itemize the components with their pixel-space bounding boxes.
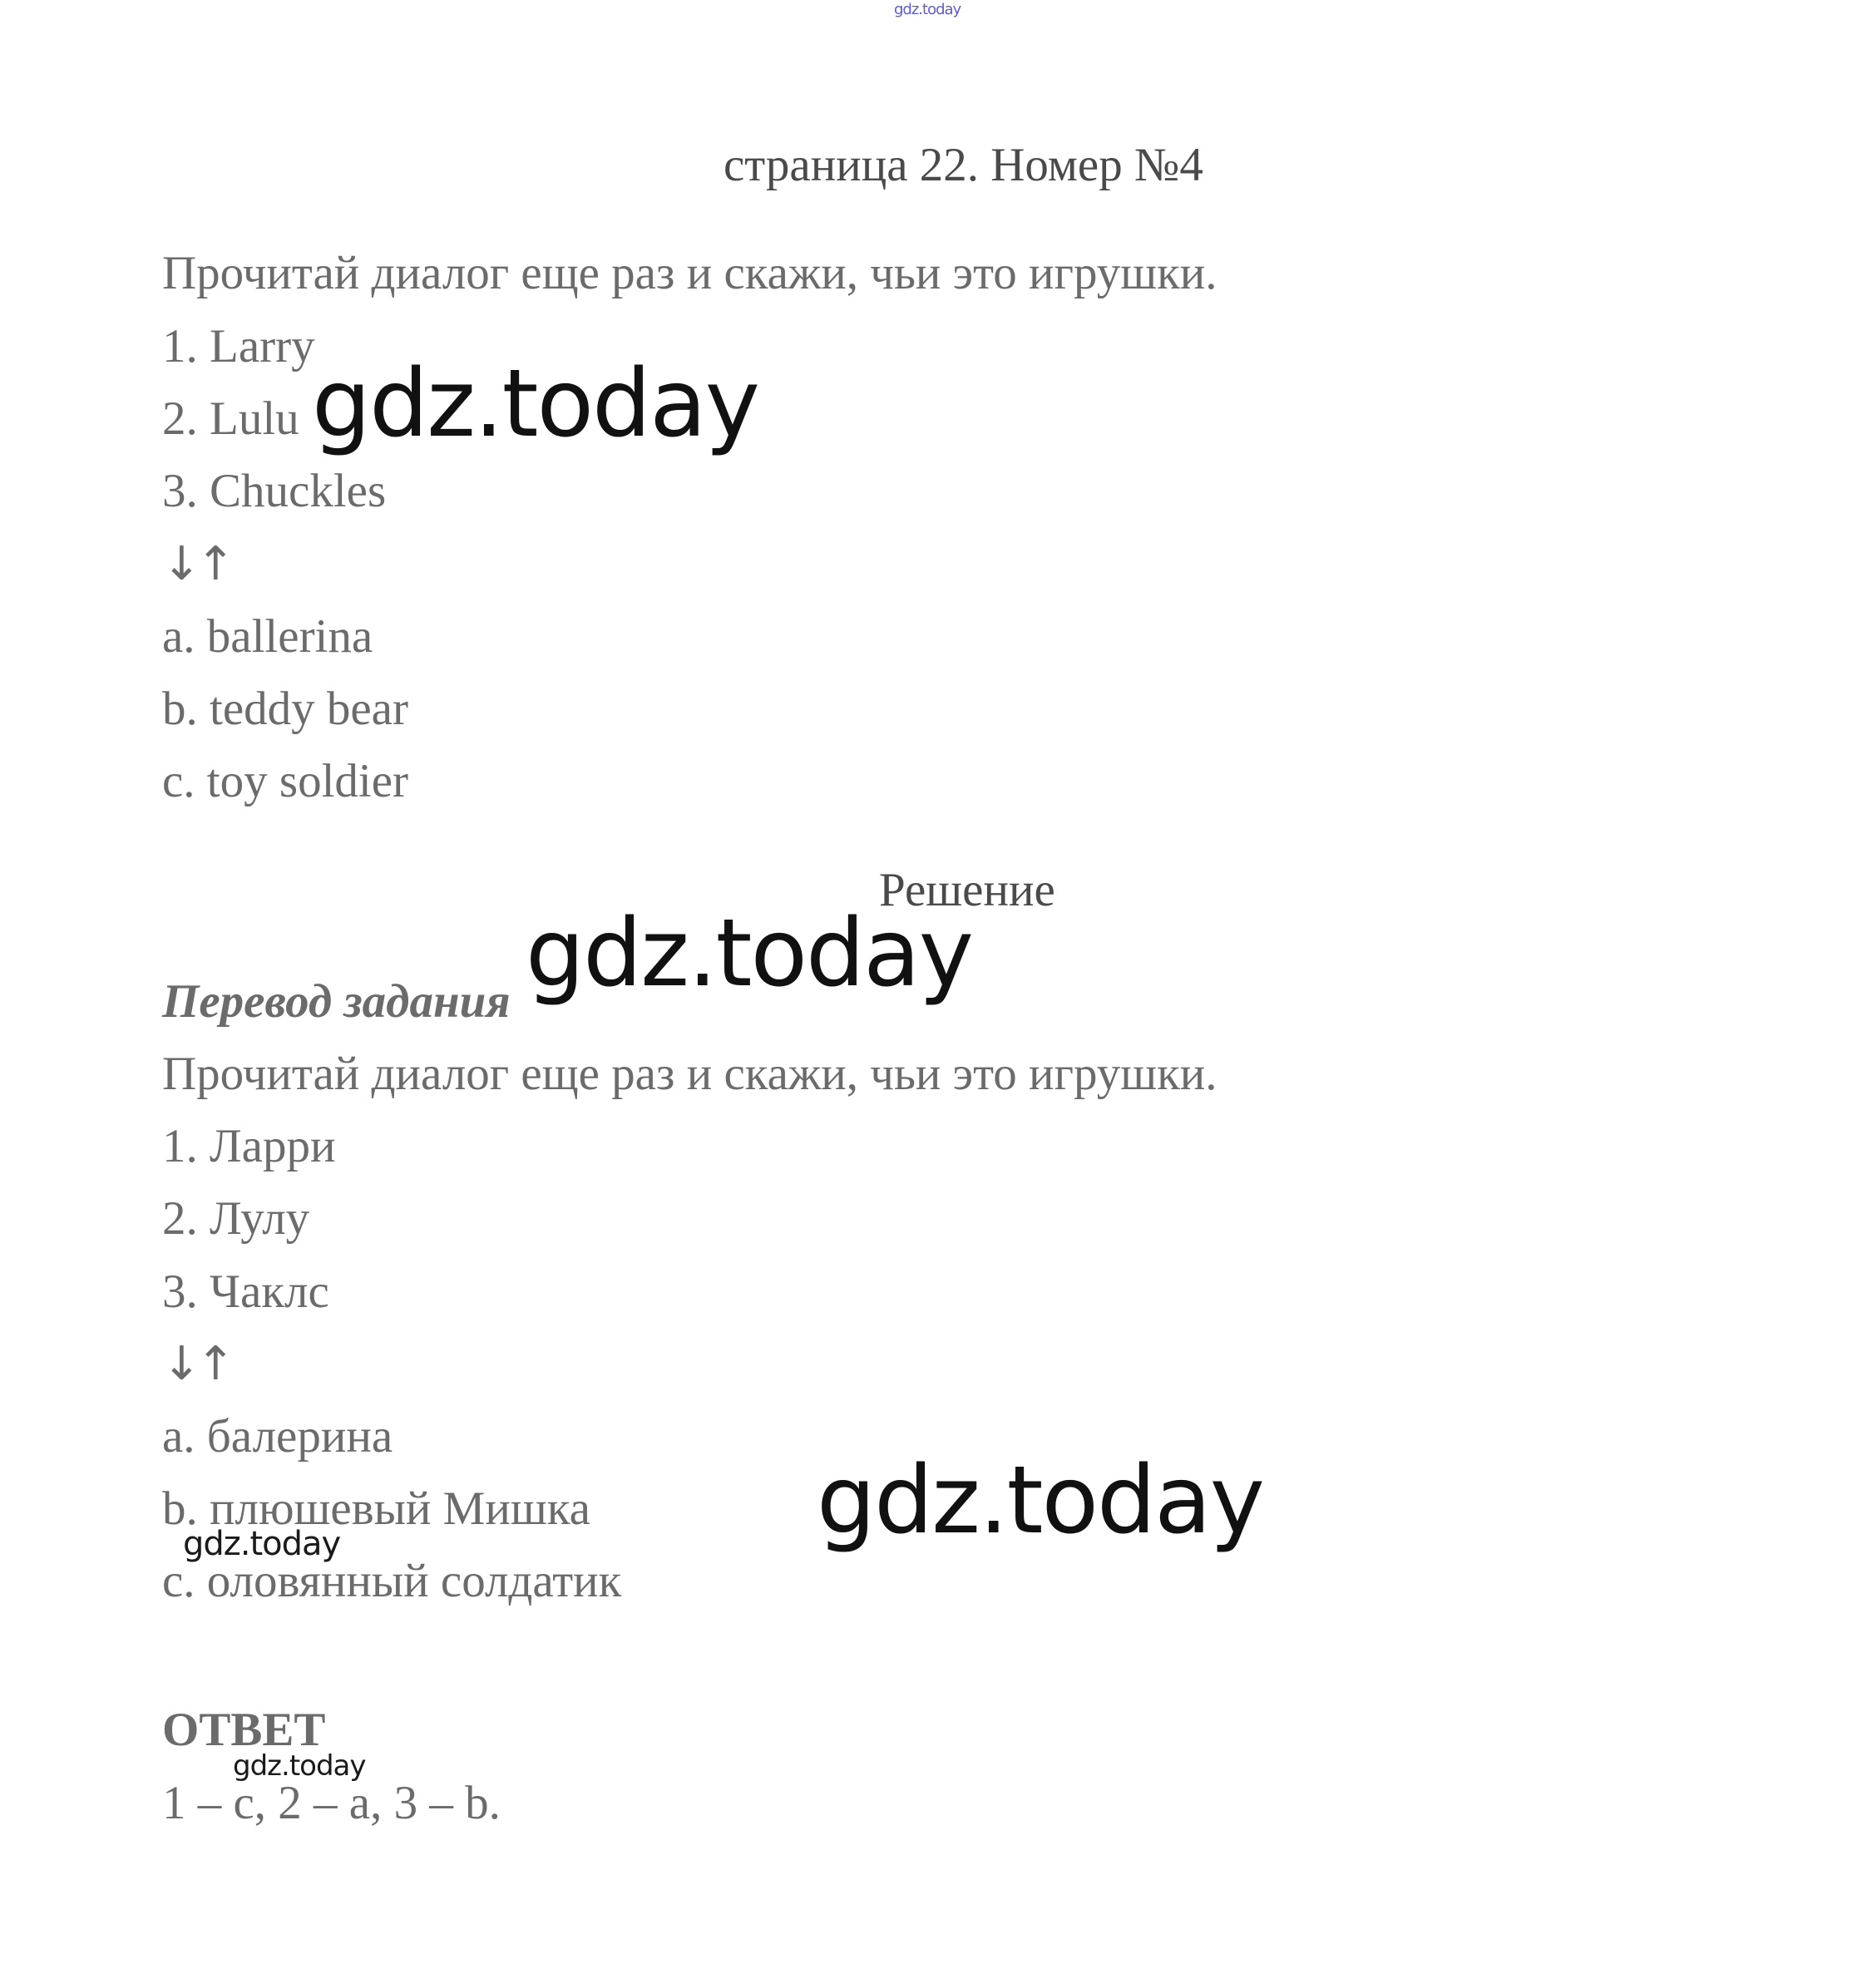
- task-name-1: 1. Larry: [162, 320, 315, 372]
- solution-name-3: 3. Чаклс: [162, 1265, 329, 1318]
- solution-name-1: 1. Ларри: [162, 1120, 336, 1172]
- watermark-large-3: gdz.today: [817, 1447, 1264, 1555]
- page-title: страница 22. Номер №4: [724, 139, 1203, 191]
- task-toy-b: b. teddy bear: [162, 683, 408, 735]
- task-name-2: 2. Lulu: [162, 392, 299, 445]
- watermark-large-1: gdz.today: [312, 350, 759, 458]
- solution-arrows: ↓↑: [162, 1337, 230, 1391]
- watermark-large-2: gdz.today: [526, 900, 973, 1008]
- solution-title: Решение: [879, 864, 1055, 916]
- watermark-top: gdz.today: [894, 1, 961, 18]
- solution-instruction: Прочитай диалог еще раз и скажи, чьи это игрушки.: [162, 1048, 1217, 1100]
- solution-name-2: 2. Лулу: [162, 1192, 310, 1245]
- task-name-3: 3. Chuckles: [162, 465, 387, 517]
- solution-toy-b: b. плюшевый Мишка: [162, 1482, 590, 1535]
- task-instruction: Прочитай диалог еще раз и скажи, чьи это игрушки.: [162, 247, 1217, 299]
- task-toy-c: c. toy soldier: [162, 755, 409, 807]
- solution-toy-a: a. балерина: [162, 1410, 393, 1463]
- solution-toy-c: c. оловянный солдатик: [162, 1555, 622, 1607]
- task-toy-a: a. ballerina: [162, 610, 373, 663]
- watermark-small: gdz.today: [183, 1525, 341, 1563]
- answer-text: 1 – c, 2 – a, 3 – b.: [162, 1777, 501, 1829]
- answer-heading: ОТВЕТ: [162, 1704, 326, 1756]
- translation-heading: Перевод задания: [162, 975, 511, 1028]
- watermark-tiny: gdz.today: [233, 1749, 366, 1783]
- task-arrows: ↓↑: [162, 537, 230, 591]
